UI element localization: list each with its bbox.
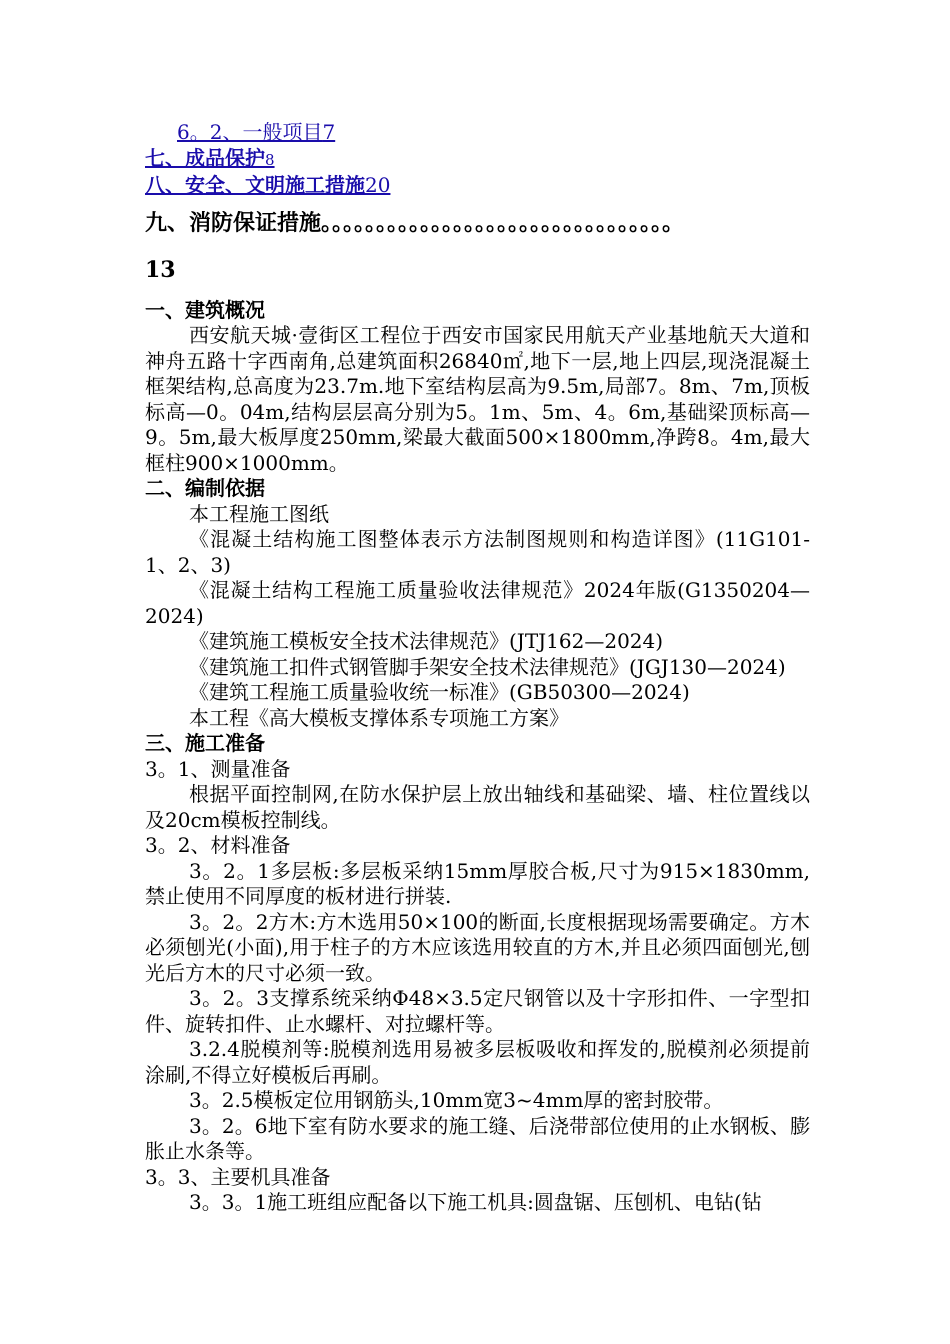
material-item: 3.2.4脱模剂等:脱模剂选用易被多层板吸收和挥发的,脱模剂必须提前涂刷,不得立好模板后再刷。 — [145, 1037, 810, 1087]
toc-entry-9: 九、消防保证措施。。。。。。。。。。。。。。。。。。。。。。。。。。。。。。。。 — [145, 210, 685, 236]
subsection-3-3-paragraph: 3。3。1施工班组应配备以下施工机具:圆盘锯、压刨机、电钻(钻 — [189, 1190, 762, 1214]
toc-link-8-page: 20 — [365, 173, 391, 197]
toc-link-6-2[interactable] — [145, 120, 810, 146]
section-building-overview — [145, 298, 810, 477]
material-item: 3。2。2方木:方木选用50×100的断面,长度根据现场需要确定。方木必须刨光(小面),用于柱子的方木应该选用较直的方木,并且必须四面刨光,刨光后方木的尺寸必须一致。 — [145, 909, 810, 985]
basis-item: 《混凝土结构施工图整体表示方法制图规则和构造详图》(11G101-1、2、3) — [145, 527, 810, 577]
basis-item: 《建筑施工扣件式钢管脚手架安全技术法律规范》(JGJ130—2024) — [189, 654, 786, 679]
toc-entry-9-page: 13 — [145, 257, 176, 283]
subsection-3-1-title: 3。1、测量准备 — [145, 756, 291, 781]
subsection-3-2-title: 3。2、材料准备 — [145, 833, 291, 857]
document-page — [145, 120, 810, 1216]
toc-link-7[interactable] — [145, 146, 810, 174]
toc-link-7-text: 七、成品保护 — [145, 145, 265, 170]
material-item: 3。2.5模板定位用钢筋头,10mm宽3~4mm厚的密封胶带。 — [189, 1088, 724, 1112]
section-preparation — [145, 731, 810, 1216]
toc-link-6-2-page: 7 — [322, 120, 336, 144]
basis-item: 《建筑工程施工质量验收统一标准》(GB50300—2024) — [189, 680, 690, 704]
basis-item: 本工程施工图纸 — [189, 501, 329, 526]
section-1-paragraph: 西安航天城·壹街区工程位于西安市国家民用航天产业基地航天大道和神舟五路十字西南角,总建筑面积26840㎡,地下一层,地上四层,现浇混凝土框架结构,总高度为23.7m.地下室结构层高为9.5m,局部7。8m、7m,顶板标高—0。04m,结构层层高分别为5。1m、5m、4。6m,基础梁顶标高—9。5m,最大板厚度250mm,梁最大截面500×1800mm,净跨8。4m,最大框柱900×1000mm。 — [145, 323, 810, 475]
section-1-heading: 一、建筑概况 — [145, 297, 265, 322]
section-basis — [145, 476, 810, 731]
material-item: 3。2。1多层板:多层板采纳15mm厚胶合板,尺寸为915×1830mm,禁止使用不同厚度的板材进行拼装. — [145, 858, 810, 908]
section-2-heading: 二、编制依据 — [145, 476, 265, 500]
subsection-3-3-title: 3。3、主要机具准备 — [145, 1164, 331, 1189]
material-item: 3。2。3支撑系统采纳Φ48×3.5定尺钢管以及十字形扣件、一字型扣件、旋转扣件、止水螺杆、对拉螺杆等。 — [145, 986, 810, 1036]
subsection-3-1-paragraph: 根据平面控制网,在防水保护层上放出轴线和基础梁、墙、柱位置线以及20cm模板控制线。 — [145, 782, 810, 832]
section-3-heading: 三、施工准备 — [145, 731, 265, 755]
toc-link-6-2-text: 6。2、一般项目 — [177, 120, 323, 144]
table-of-contents — [145, 120, 810, 284]
basis-item: 本工程《高大模板支撑体系专项施工方案》 — [189, 705, 569, 730]
toc-link-7-page: 8 — [265, 150, 275, 169]
basis-item: 《建筑施工模板安全技术法律规范》(JTJ162—2024) — [189, 629, 664, 653]
toc-link-8-text: 八、安全、文明施工措施 — [145, 173, 365, 197]
material-item: 3。2。6地下室有防水要求的施工缝、后浇带部位使用的止水钢板、膨胀止水条等。 — [145, 1113, 810, 1163]
toc-link-8[interactable] — [145, 173, 810, 199]
basis-item: 《混凝土结构工程施工质量验收法律规范》2024年版(G1350204—2024) — [145, 578, 810, 628]
